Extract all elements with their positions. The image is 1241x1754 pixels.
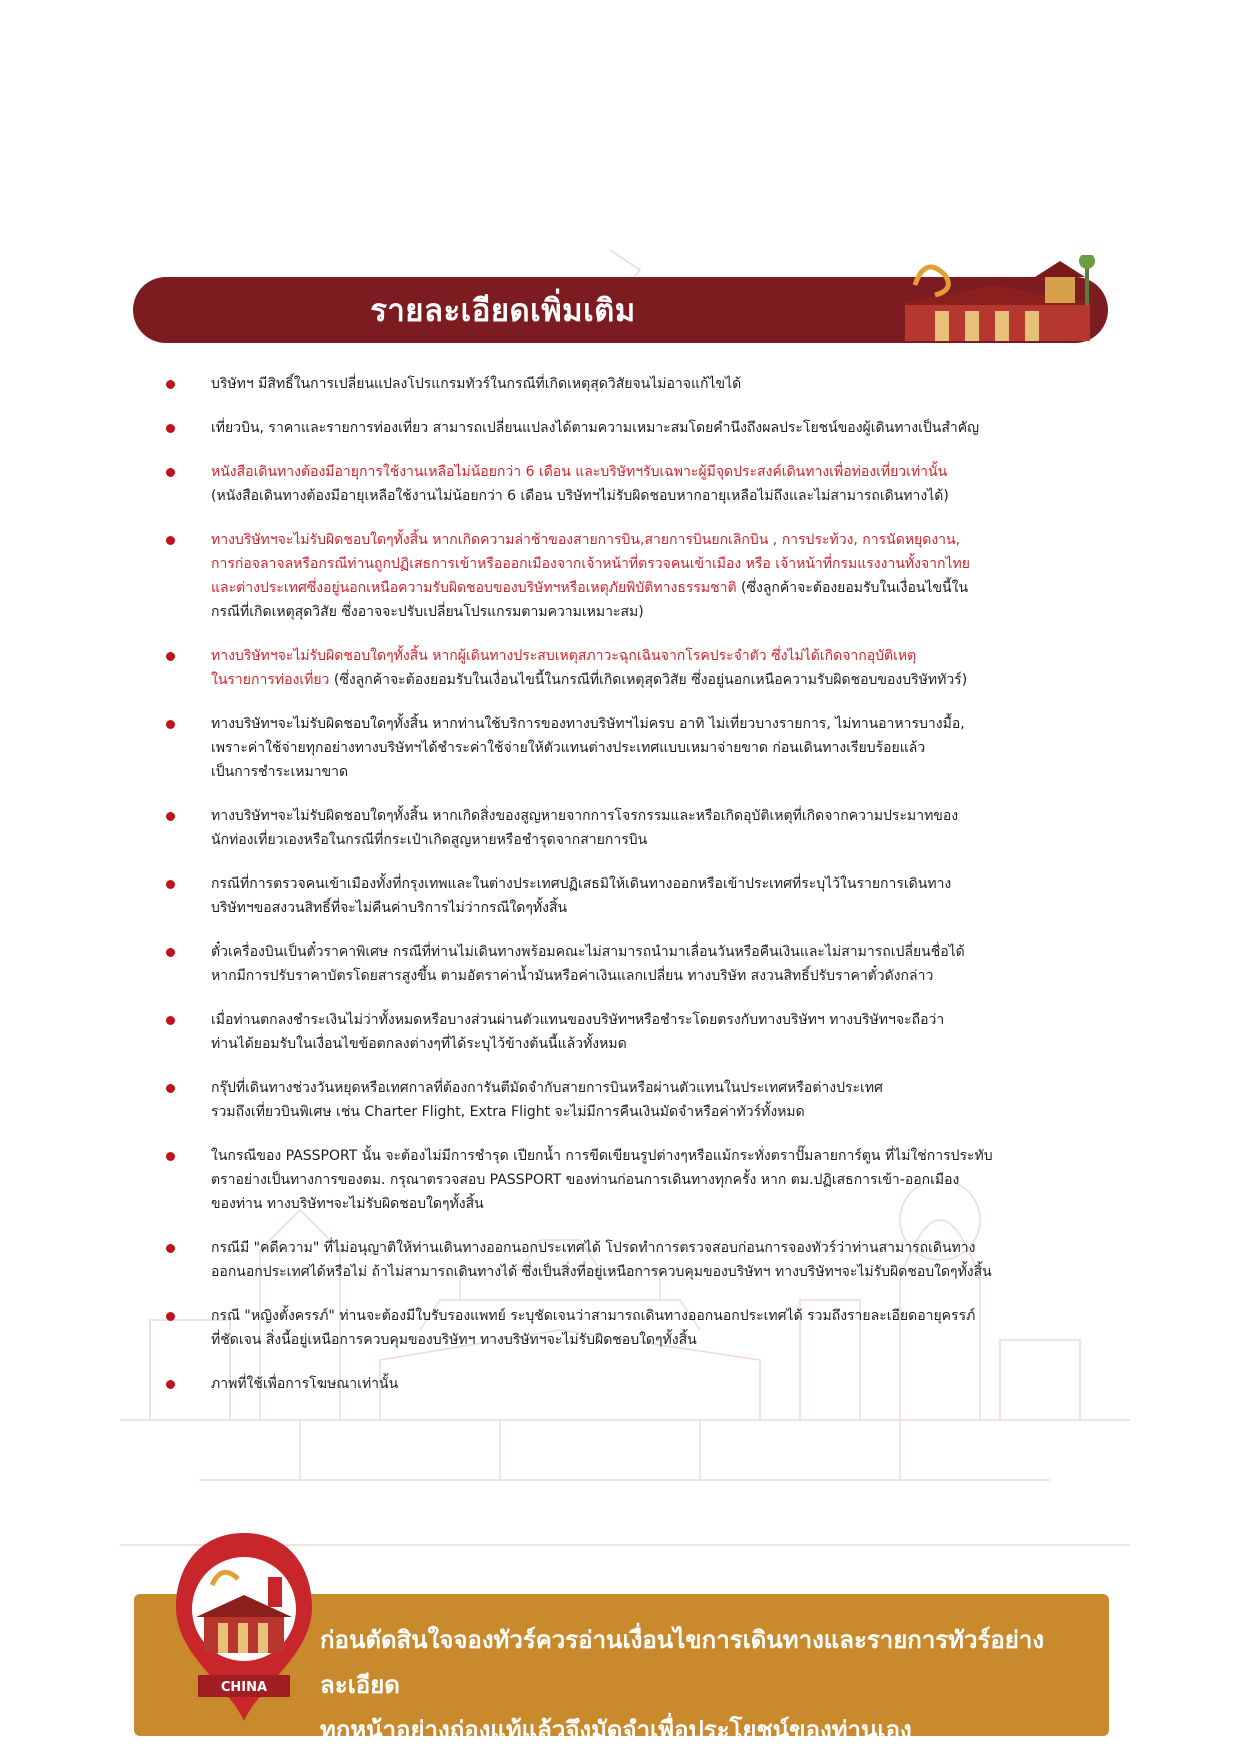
notice-line: [211, 736, 1065, 760]
notice-line-suffix: (ซึ่งลูกค้าจะต้องยอมรับในเงื่อนไขนี้ใน: [736, 580, 969, 596]
notice-line-text: ของท่าน ทางบริษัทฯจะไม่รับผิดชอบใดๆทั้งสิ้น: [211, 1196, 484, 1212]
notice-line: [211, 1032, 1065, 1056]
notice-line-text: ทางบริษัทฯจะไม่รับผิดชอบใดๆทั้งสิ้น หากผู้เดินทางประสบเหตุสภาวะฉุกเฉินจากโรคประจำตัว ซึ่งไม่ได้เกิดจากอุบัติเหตุ: [211, 648, 917, 664]
notice-line: [211, 1372, 1065, 1396]
bullet-icon: [166, 1380, 175, 1389]
notice-line-text: ตราอย่างเป็นทางการของตม. กรุณาตรวจสอบ PASSPORT ของท่านก่อนการเดินทางทุกครั้ง หาก ตม.ปฏิเสธการเข้า-ออกเมือง: [211, 1172, 960, 1188]
bullet-icon: [166, 1152, 175, 1161]
notice-item: [160, 1008, 1065, 1056]
notice-line-text: ที่ชัดเจน สิ่งนี้อยู่เหนือการควบคุมของบริษัทฯ ทางบริษัทฯจะไม่รับผิดชอบใดๆทั้งสิ้น: [211, 1332, 697, 1348]
notice-line: [211, 1328, 1065, 1352]
notice-line-text: เมื่อท่านตกลงชำระเงินไม่ว่าทั้งหมดหรือบางส่วนผ่านตัวแทนของบริษัทฯหรือชำระโดยตรงกับทางบริษัทฯ ทางบริษัทฯจะถือว่า: [211, 1012, 945, 1028]
notice-line: [211, 600, 1065, 624]
bullet-icon: [166, 1016, 175, 1025]
notice-line-text: กรณีที่การตรวจคนเข้าเมืองทั้งที่กรุงเทพและในต่างประเทศปฏิเสธมิให้เดินทางออกหรือเข้าประเทศที่ระบุไว้ในรายการเดินทาง: [211, 876, 952, 892]
notice-line: [211, 712, 1065, 736]
notice-line: [211, 1168, 1065, 1192]
notice-line: [211, 1236, 1065, 1260]
notice-item: [160, 872, 1065, 920]
bullet-icon: [166, 720, 175, 729]
notice-line-text: เป็นการชำระเหมาขาด: [211, 764, 349, 780]
notice-line-text: และต่างประเทศซึ่งอยู่นอกเหนือความรับผิดชอบของบริษัทฯหรือเหตุภัยพิบัติทางธรรมชาติ: [211, 580, 737, 596]
notice-line: [211, 460, 1065, 484]
notice-line-text: กรุ๊ปที่เดินทางช่วงวันหยุดหรือเทศกาลที่ต้องการันตีมัดจำกับสายการบินหรือผ่านตัวแทนในประเทศหรือต่างประเทศ: [211, 1080, 883, 1096]
notice-line: [211, 484, 1065, 508]
notice-item: [160, 460, 1065, 508]
notice-line: [211, 1008, 1065, 1032]
notice-item: [160, 644, 1065, 692]
notice-line-text: การก่อจลาจลหรือกรณีท่านถูกปฏิเสธการเข้าหรือออกเมืองจากเจ้าหน้าที่ตรวจคนเข้าเมือง หรือ เจ้าหน้าที่กรมแรงงานทั้งจากไทย: [211, 556, 970, 572]
notice-item: [160, 1144, 1065, 1216]
notice-line-text: ทางบริษัทฯจะไม่รับผิดชอบใดๆทั้งสิ้น หากท่านใช้บริการของทางบริษัทฯไม่ครบ อาทิ ไม่เที่ยวบางรายการ, ไม่ทานอาหารบางมื้อ,: [211, 716, 965, 732]
notice-line: [211, 828, 1065, 852]
page-title: รายละเอียดเพิ่มเติม: [370, 293, 636, 329]
notice-line: [211, 940, 1065, 964]
notice-item: [160, 1304, 1065, 1352]
notice-line-text: เพราะค่าใช้จ่ายทุกอย่างทางบริษัทฯได้ชำระค่าใช้จ่ายให้ตัวแทนต่างประเทศแบบเหมาจ่ายขาด ก่อนเดินทางเรียบร้อยแล้ว: [211, 740, 926, 756]
bullet-icon: [166, 948, 175, 957]
footer-line-1: ก่อนตัดสินใจจองทัวร์ควรอ่านเงื่อนไขการเดินทางและรายการทัวร์อย่างละเอียด: [320, 1626, 1045, 1699]
notice-item: [160, 940, 1065, 988]
notice-line: [211, 872, 1065, 896]
notice-item: [160, 1372, 1065, 1396]
notice-line-text: (หนังสือเดินทางต้องมีอายุเหลือใช้งานไม่น้อยกว่า 6 เดือน บริษัทฯไม่รับผิดชอบหากอายุเหลือไม่ถึงและไม่สามารถเดินทางได้): [211, 488, 949, 504]
footer-line-2: ทุกหน้าอย่างถ่องแท้แล้วจึงมัดจำเพื่อประโยชน์ของท่านเอง: [320, 1716, 912, 1744]
notice-line-text: ในรายการท่องเที่ยว: [211, 672, 330, 688]
notice-line-text: ตั๋วเครื่องบินเป็นตั๋วราคาพิเศษ กรณีที่ท่านไม่เดินทางพร้อมคณะไม่สามารถนำมาเลื่อนวันหรือคืนเงินและไม่สามารถเปลี่ยนชื่อได้: [211, 944, 965, 960]
notice-item: [160, 1076, 1065, 1124]
notice-item: [160, 804, 1065, 852]
notice-line-text: ออกนอกประเทศได้หรือไม่ ถ้าไม่สามารถเดินทางได้ ซึ่งเป็นสิ่งที่อยู่เหนือการควบคุมของบริษัทฯ ทางบริษัทฯจะไม่รับผิดชอบใดๆทั้งสิ้น: [211, 1264, 992, 1280]
bullet-icon: [166, 1244, 175, 1253]
notice-item: [160, 712, 1065, 784]
notice-line: [211, 644, 1065, 668]
footer-reminder: [320, 1618, 1100, 1753]
notice-line: [211, 1260, 1065, 1284]
notice-line: [211, 668, 1065, 692]
notice-line-text: ในกรณีของ PASSPORT นั้น จะต้องไม่มีการชำรุด เปียกน้ำ การขีดเขียนรูปต่างๆหรือแม้กระทั่งตราปั๊มลายการ์ตูน ที่ไม่ใช่การประทับ: [211, 1148, 993, 1164]
notice-line: [211, 804, 1065, 828]
bullet-icon: [166, 1312, 175, 1321]
notice-line: [211, 416, 1065, 440]
notice-line-text: บริษัทฯ มีสิทธิ์ในการเปลี่ยนแปลงโปรแกรมทัวร์ในกรณีที่เกิดเหตุสุดวิสัยจนไม่อาจแก้ไขได้: [211, 376, 742, 392]
bullet-icon: [166, 380, 175, 389]
notice-line-text: ท่านได้ยอมรับในเงื่อนไขข้อตกลงต่างๆที่ได้ระบุไว้ข้างต้นนี้แล้วทั้งหมด: [211, 1036, 627, 1052]
notice-line-text: ภาพที่ใช้เพื่อการโฆษณาเท่านั้น: [211, 1376, 399, 1392]
notice-line: [211, 1144, 1065, 1168]
bullet-icon: [166, 880, 175, 889]
notice-line: [211, 552, 1065, 576]
notice-line-text: นักท่องเที่ยวเองหรือในกรณีที่กระเป๋าเกิดสูญหายหรือชำรุดจากสายการบิน: [211, 832, 648, 848]
notice-line-text: รวมถึงเที่ยวบินพิเศษ เช่น Charter Flight, Extra Flight จะไม่มีการคืนเงินมัดจำหรือค่าทัวร์ทั้งหมด: [211, 1104, 805, 1120]
bullet-icon: [166, 1084, 175, 1093]
notice-line: [211, 964, 1065, 988]
bullet-icon: [166, 652, 175, 661]
notice-line: [211, 372, 1065, 396]
notice-line-text: กรณี "หญิงตั้งครรภ์" ท่านจะต้องมีใบรับรองแพทย์ ระบุชัดเจนว่าสามารถเดินทางออกนอกประเทศได้ รวมถึงรายละเอียดอายุครรภ์: [211, 1308, 976, 1324]
notice-line-suffix: (ซึ่งลูกค้าจะต้องยอมรับในเงื่อนไขนี้ในกรณีที่เกิดเหตุสุดวิสัย ซึ่งอยู่นอกเหนือความรับผิดชอบของบริษัททัวร์): [329, 672, 968, 688]
notice-item: [160, 528, 1065, 624]
notice-line-text: กรณีที่เกิดเหตุสุดวิสัย ซึ่งอาจจะปรับเปลี่ยนโปรแกรมตามความเหมาะสม): [211, 604, 644, 620]
notice-line: [211, 1304, 1065, 1328]
notice-line-text: ทางบริษัทฯจะไม่รับผิดชอบใดๆทั้งสิ้น หากเกิดความล่าช้าของสายการบิน,สายการบินยกเลิกบิน , การประท้วง, การนัดหยุดงาน,: [211, 532, 961, 548]
notice-line: [211, 1100, 1065, 1124]
notice-line-text: เที่ยวบิน, ราคาและรายการท่องเที่ยว สามารถเปลี่ยนแปลงได้ตามความเหมาะสมโดยคำนึงถึงผลประโยชน์ของผู้เดินทางเป็นสำคัญ: [211, 420, 980, 436]
notice-line-text: หากมีการปรับราคาบัตรโดยสารสูงขึ้น ตามอัตราค่าน้ำมันหรือค่าเงินแลกเปลี่ยน ทางบริษัท สงวนสิทธิ์ปรับราคาตั๋วดังกล่าว: [211, 968, 934, 984]
notice-line: [211, 1192, 1065, 1216]
notice-line-text: ทางบริษัทฯจะไม่รับผิดชอบใดๆทั้งสิ้น หากเกิดสิ่งของสูญหายจากการโจรกรรมและหรือเกิดอุบัติเหตุที่เกิดจากความประมาทของ: [211, 808, 959, 824]
notice-line: [211, 528, 1065, 552]
notice-item: [160, 416, 1065, 440]
notice-line-text: กรณีมี "คดีความ" ที่ไม่อนุญาติให้ท่านเดินทางออกนอกประเทศได้ โปรดทำการตรวจสอบก่อนการจองทัวร์ว่าท่านสามารถเดินทาง: [211, 1240, 976, 1256]
badge-label: CHINA: [220, 1680, 268, 1695]
notice-item: [160, 1236, 1065, 1284]
notice-item: [160, 372, 1065, 396]
bullet-icon: [166, 424, 175, 433]
notice-list: [160, 372, 1065, 1396]
china-location-pin-badge: [168, 1525, 320, 1725]
notice-line-text: หนังสือเดินทางต้องมีอายุการใช้งานเหลือไม่น้อยกว่า 6 เดือน และบริษัทฯรับเฉพาะผู้มีจุดประสงค์เดินทางเพื่อท่องเที่ยวเท่านั้น: [211, 464, 948, 480]
china-landmarks-illustration: [885, 255, 1105, 347]
notice-line-text: บริษัทฯขอสงวนสิทธิ์ที่จะไม่คืนค่าบริการไม่ว่ากรณีใดๆทั้งสิ้น: [211, 900, 568, 916]
notice-line: [211, 760, 1065, 784]
notice-line: [211, 1076, 1065, 1100]
bullet-icon: [166, 468, 175, 477]
bullet-icon: [166, 812, 175, 821]
notice-line: [211, 896, 1065, 920]
notice-line: [211, 576, 1065, 600]
bullet-icon: [166, 536, 175, 545]
